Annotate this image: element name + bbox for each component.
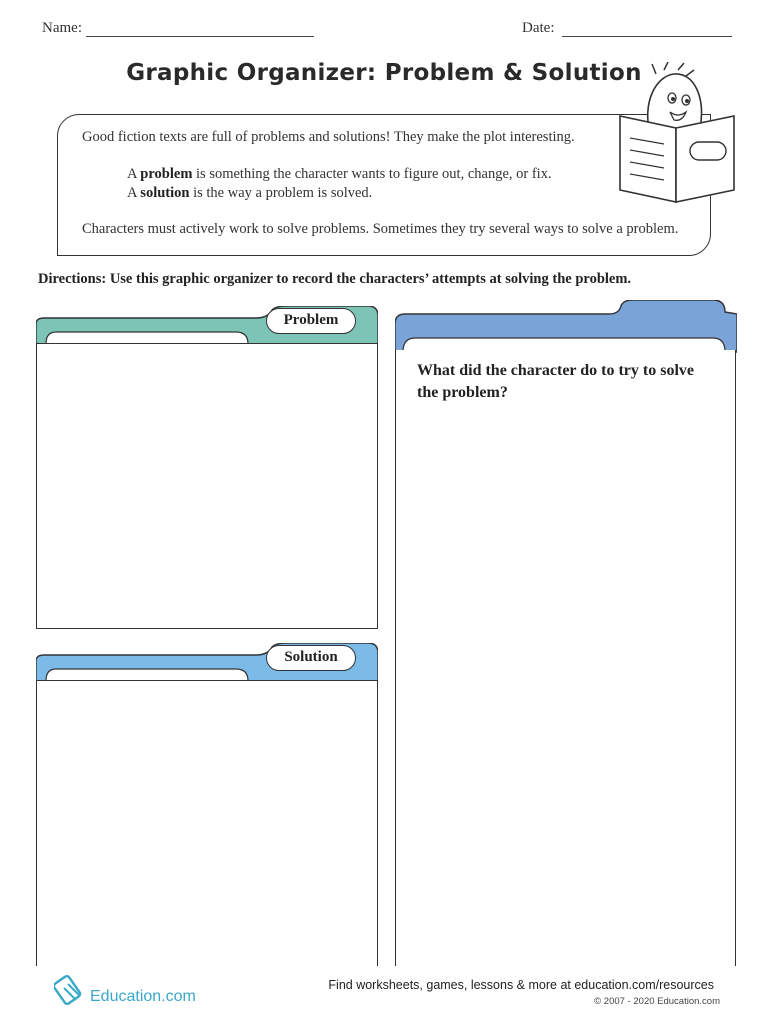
intro-solution-definition: A solution is the way a problem is solved. — [127, 185, 373, 201]
problem-term: problem — [140, 166, 193, 182]
problem-writing-area[interactable] — [36, 343, 378, 629]
solution-writing-area[interactable] — [36, 680, 378, 966]
date-label: Date: — [522, 20, 555, 36]
attempts-question: What did the character do to try to solve the problem? — [417, 362, 694, 401]
intro-line-1: Good fiction texts are full of problems and solutions! They make the plot interesting. — [82, 129, 575, 145]
footer-tagline: Find worksheets, games, lessons & more at education.com/resources — [328, 978, 714, 992]
attempts-writing-area[interactable] — [395, 350, 736, 966]
education-brand: Education.com — [90, 988, 196, 1005]
attempts-folder-tab-icon — [395, 300, 737, 354]
footer-copyright: © 2007 - 2020 Education.com — [594, 996, 720, 1007]
page-title: Graphic Organizer: Problem & Solution — [126, 60, 642, 86]
solution-label: Solution — [266, 645, 356, 671]
directions: Directions: Use this graphic organizer to record the characters’ attempts at solving the problem. — [38, 271, 632, 287]
solution-term: solution — [140, 185, 190, 201]
intro-line-4: Characters must actively work to solve problems. Sometimes they try several ways to solve a problem. — [82, 221, 679, 237]
mascot-reading-book-icon — [612, 62, 742, 204]
name-line[interactable] — [86, 36, 314, 37]
education-logo-icon — [54, 972, 88, 1006]
problem-label: Problem — [266, 308, 356, 334]
date-line[interactable] — [562, 36, 732, 37]
intro-problem-definition: A problem is something the character wants to figure out, change, or fix. — [127, 166, 552, 182]
name-label: Name: — [42, 20, 82, 36]
